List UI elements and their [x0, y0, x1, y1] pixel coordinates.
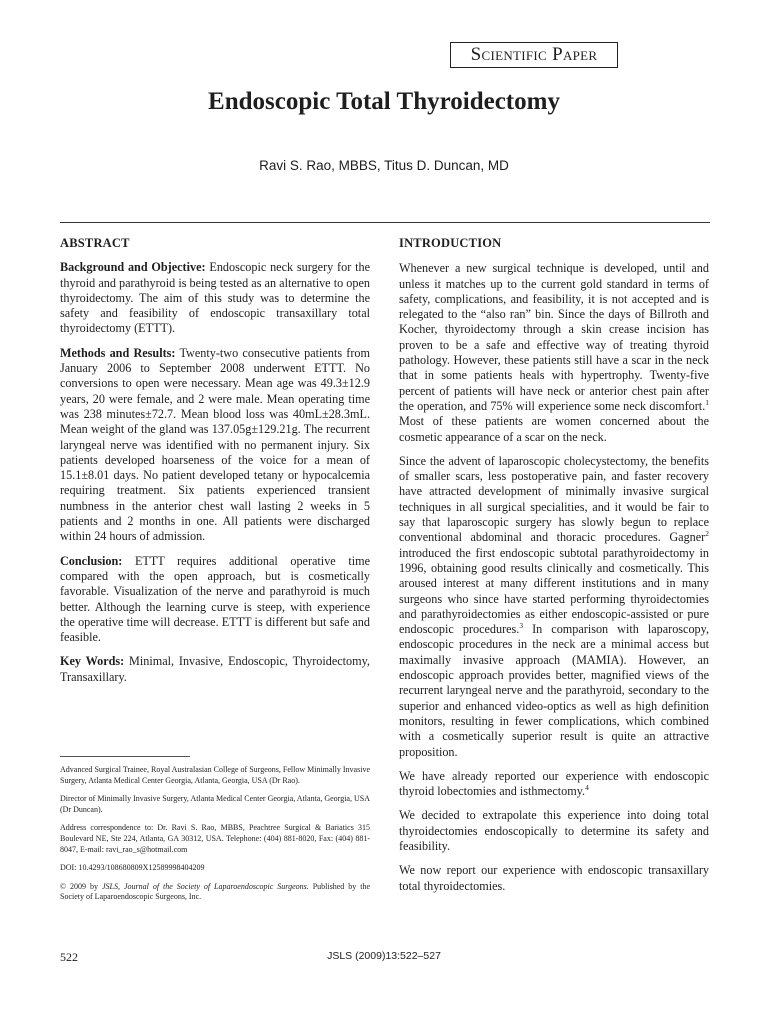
footnote-correspondence: Address correspondence to: Dr. Ravi S. Rao, MBBS, Peachtree Surgical & Bariatics 315 Boulevard NE, Ste 224, Atlanta, GA 30312, USA. Telephone: (404) 881-8020, Fax: (404) 881-8047, E-mail: ravi_rao_s@hotmail.com — [60, 823, 370, 854]
intro-p1-text-a: Whenever a new surgical technique is developed, until and unless it matches up to the current gold standard in terms of safety, complications, and feasibility, it is not accepted and is relegated to the “also ran” bin. Since the days of Billroth and Kocher, thyroidectomy through a skin crease incision has proven to be a safe and effective way of treating thyroid pathology. However, these patients still have a scar in the neck that in some patients heals with hypertrophy. Twenty-five percent of patients will have neck or anterior chest pain after the operation, and 75% will experience some neck discomfort. — [399, 261, 709, 413]
copyright-suffix: Published by the Society of Laparoendoscopic Surgeons, Inc. — [60, 881, 370, 902]
abstract-conclusion — [60, 554, 370, 646]
abstract-heading: ABSTRACT — [60, 236, 130, 250]
intro-p1-text-b: Most of these patients are women concerned about the cosmetic appearance of a scar on the neck. — [399, 414, 709, 444]
abstract-methods — [60, 346, 370, 545]
article-title: Endoscopic Total Thyroidectomy — [208, 88, 560, 115]
footnote-affiliation-2: Director of Minimally Invasive Surgery, Atlanta Medical Center Georgia, Atlanta, Georgia, USA (Dr Duncan). — [60, 794, 370, 814]
abstract-keywords — [60, 654, 370, 685]
page-number: 522 — [60, 950, 78, 964]
journal-reference: JSLS (2009)13:522–527 — [327, 950, 441, 962]
reference-3[interactable]: 3 — [519, 621, 524, 631]
reference-1[interactable]: 1 — [705, 397, 709, 407]
section-label: Scientific Paper — [450, 42, 618, 68]
introduction-heading: INTRODUCTION — [399, 236, 502, 250]
intro-p2-text-b: introduced the first endoscopic subtotal parathyroidectomy in 1996, obtaining good results clinically and cosmetically. This aroused interest at many different institutions and in many surgeons who since have started performing thyroidectomies and parathyroidectomies as either endoscopic-assisted or pure endoscopic procedures. — [399, 545, 709, 637]
intro-p2-text-c: In comparison with laparoscopy, endoscopic procedures in the neck are a minimal access but maximally invasive approach (MAMIA). However, an endoscopic approach provides better, magnified views of the recurrent laryngeal nerve and the parathyroid, secondary to the superior and enhanced video-optics as well as high definition monitors, resulting in fewer complications, which combined with a cosmetically superior result is quite an attractive proposition. — [399, 622, 709, 759]
reference-2[interactable]: 2 — [705, 529, 709, 539]
intro-paragraph-2 — [399, 454, 709, 760]
intro-paragraph-1 — [399, 261, 709, 445]
footnotes — [60, 765, 370, 911]
footnote-affiliation-1: Advanced Surgical Trainee, Royal Australasian College of Surgeons, Fellow Minimally Invasive Surgery, Atlanta Medical Center Georgia, Atlanta, Georgia, USA (Dr Rao). — [60, 765, 370, 785]
footnote-doi: DOI: 10.4293/108680809X12589998404209 — [60, 863, 205, 873]
background-label: Background and Objective: — [60, 260, 206, 275]
intro-paragraph-3 — [399, 769, 709, 800]
intro-p3-text: We have already reported our experience with endoscopic thyroid lobectomies and isthmectomy. — [399, 768, 709, 799]
conclusion-label: Conclusion: — [60, 553, 123, 568]
intro-paragraph-5: We now report our experience with endoscopic transaxillary total thyroidectomies. — [399, 863, 709, 893]
abstract-column — [60, 236, 370, 694]
methods-text: Twenty-two consecutive patients from January 2006 to September 2008 underwent ETTT. No conversions to open were necessary. Mean age was 49.3±12.9 years, 20 were female, and 2 were male. Mean operating time was 238 minutes±72.7. Mean blood loss was 40mL±28.3mL. Mean weight of the gland was 137.05g±129.21g. The recurrent laryngeal nerve was identified with no permanent injury. Six patients developed hoarseness of the voice for a mean of 15.1±8.01 days. No patient developed tetany or hypocalcemia requiring treatment. Six patients experienced transient numbness in the anterior chest wall lasting 2 weeks in 5 patients and 2 months in one. All patients were discharged within 24 hours of admission. — [60, 345, 370, 544]
header-divider — [60, 222, 710, 223]
introduction-column — [399, 236, 709, 903]
footnote-copyright — [60, 882, 370, 903]
reference-4[interactable]: 4 — [585, 783, 589, 793]
footnote-divider — [60, 756, 190, 757]
methods-label: Methods and Results: — [60, 345, 176, 360]
background-text: Endoscopic neck surgery for the thyroid and parathyroid is being tested as an alternative to open thyroidectomy. The aim of this study was to determine the safety and feasibility of endoscopic transaxillary total thyroidectomy (ETTT). — [60, 260, 370, 336]
keywords-text: Minimal, Invasive, Endoscopic, Thyroidectomy, Transaxillary. — [60, 654, 370, 684]
keywords-label: Key Words: — [60, 654, 125, 669]
copyright-journal: JSLS, Journal of the Society of Laparoendoscopic Surgeons. — [102, 881, 309, 891]
abstract-background — [60, 260, 370, 336]
copyright-prefix: © 2009 by — [60, 881, 102, 891]
intro-p2-text-a: Since the advent of laparoscopic cholecystectomy, the benefits of smaller scars, less postoperative pain, and faster recovery have attracted development of minimally invasive surgical techniques in all surgical specialities, and it would be fair to say that laparoscopic surgery has slowly begun to replace conventional abdominal and thoracic procedures. Gagner — [399, 453, 709, 545]
intro-paragraph-4: We decided to extrapolate this experience into doing total thyroidectomies endoscopically to determine its safety and feasibility. — [399, 808, 709, 853]
article-authors: Ravi S. Rao, MBBS, Titus D. Duncan, MD — [259, 158, 509, 173]
conclusion-text: ETTT requires additional operative time compared with the open approach, but is cosmetically favorable. Visualization of the nerve and parathyroid is much better. Although the learning curve is steep, with experience the operative time will decrease. ETTT is different but safe and feasible. — [60, 553, 370, 645]
